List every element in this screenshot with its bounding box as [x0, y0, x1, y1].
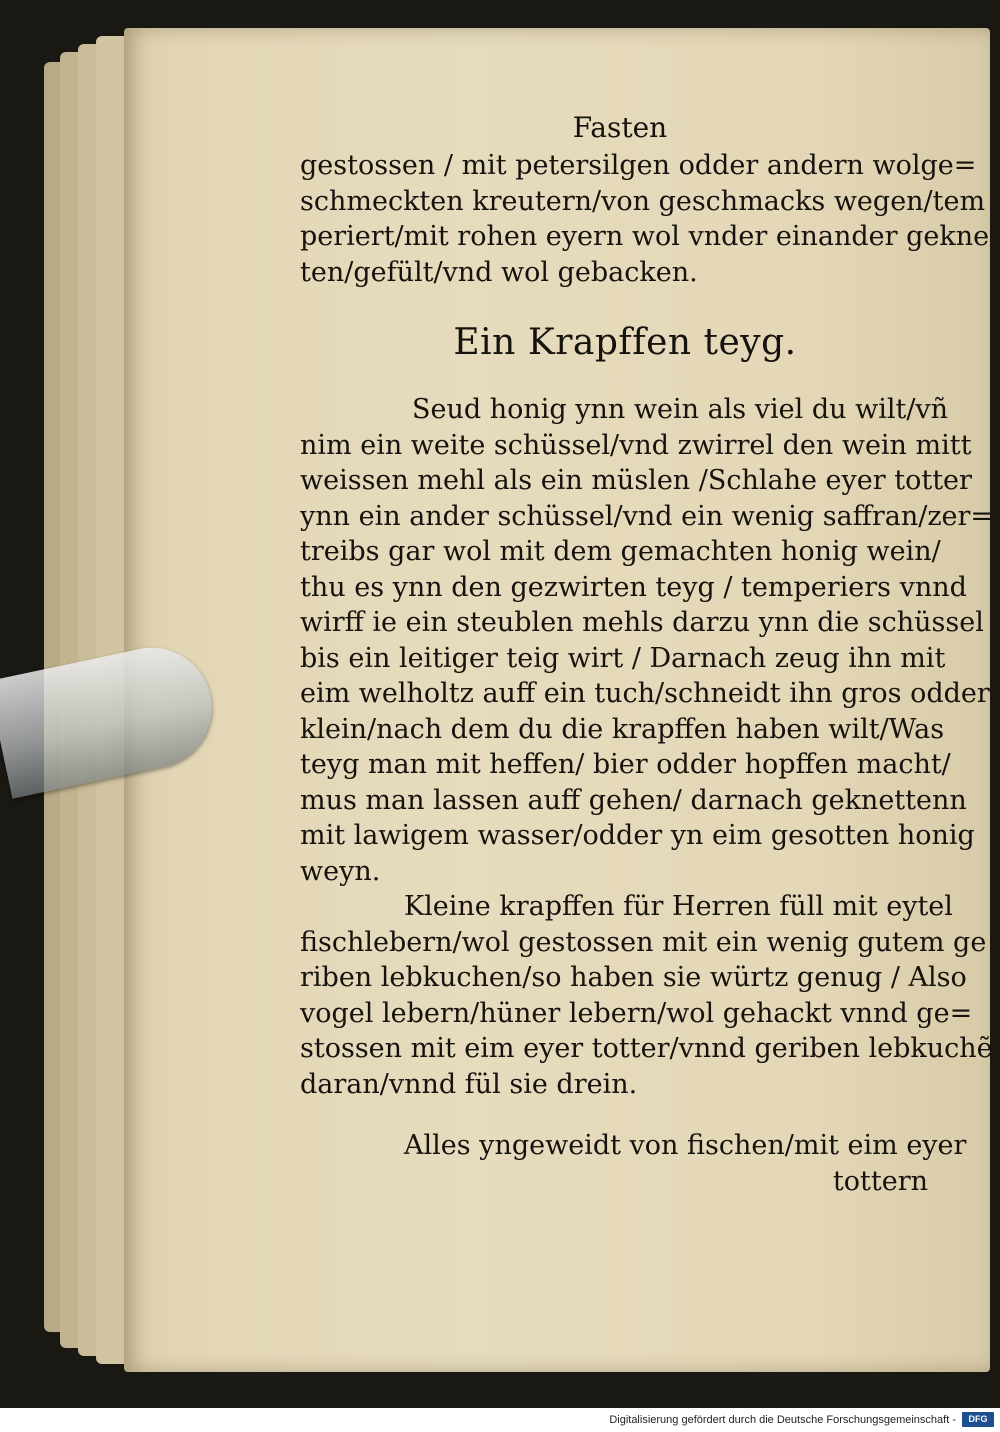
text-line: bis ein leitiger teig wirt / Darnach zeug ihn mit	[300, 642, 946, 674]
text-line: ten/gefült/vnd wol gebacken.	[300, 256, 698, 288]
text-line: Kleine krapffen für Herren füll mit eytel	[404, 891, 953, 922]
text-line: periert/mit rohen eyern wol vnder einander gekne	[300, 221, 990, 252]
recipe-paragraph	[300, 889, 993, 1102]
text-line: treibs gar wol mit dem gemachten honig wein/	[300, 536, 941, 567]
text-line: eim welholtz auff ein tuch/schneidt ihn gros odder	[300, 678, 990, 709]
text-line: riben lebkuchen/so haben sie würtz genug / Also	[300, 962, 967, 993]
catchword: tottern	[832, 1165, 928, 1197]
text-line: schmeckten kreutern/von geschmacks wegen/tem	[300, 185, 986, 217]
text-line: Alles yngeweidt von fischen/mit eim eyer	[404, 1130, 967, 1161]
text-line: vogel lebern/hüner lebern/wol gehackt vnnd ge=	[300, 997, 973, 1029]
text-line: nim ein weite schüssel/vnd zwirrel den wein mitt	[300, 429, 972, 461]
page-text	[300, 108, 994, 1199]
text-line: stossen mit eim eyer totter/vnnd geriben lebkuchẽ	[300, 1033, 993, 1064]
running-head: Fasten	[572, 111, 668, 144]
text-line: teyg man mit heffen/ bier odder hopffen macht/	[300, 749, 951, 780]
funding-credit: Digitalisierung gefördert durch die Deutsche Forschungsgemeinschaft -	[609, 1414, 956, 1426]
text-line: ynn ein ander schüssel/vnd ein wenig saffran/zer=	[300, 500, 994, 532]
text-line: klein/nach dem du die krapffen haben wilt/Was	[300, 713, 945, 745]
text-line: wirff ie ein steublen mehls darzu ynn die schüssel	[300, 607, 984, 638]
section-heading: Ein Krapffen teyg.	[453, 322, 797, 363]
recipe-paragraph	[300, 392, 994, 889]
text-line: thu es ynn den gezwirten teyg / temperiers vnnd	[300, 571, 967, 603]
intro-paragraph	[300, 148, 990, 290]
text-line: gestossen / mit petersilgen odder andern wolge=	[300, 150, 977, 181]
recipe-paragraph	[300, 1128, 967, 1199]
text-line: fischlebern/wol gestossen mit ein wenig gutem ge	[300, 926, 987, 958]
text-line: mit lawigem wasser/odder yn eim gesotten honig	[300, 820, 975, 851]
text-line: weyn.	[300, 855, 381, 887]
text-line: Seud honig ynn wein als viel du wilt/vñ	[412, 394, 949, 425]
dfg-logo-icon: DFG	[962, 1412, 994, 1427]
text-line: daran/vnnd fül sie drein.	[300, 1068, 638, 1100]
text-line: mus man lassen auff gehen/ darnach geknettenn	[300, 784, 967, 816]
footer-bar	[0, 1408, 1000, 1432]
text-line: weissen mehl als ein müslen /Schlahe eyer totter	[300, 465, 972, 496]
